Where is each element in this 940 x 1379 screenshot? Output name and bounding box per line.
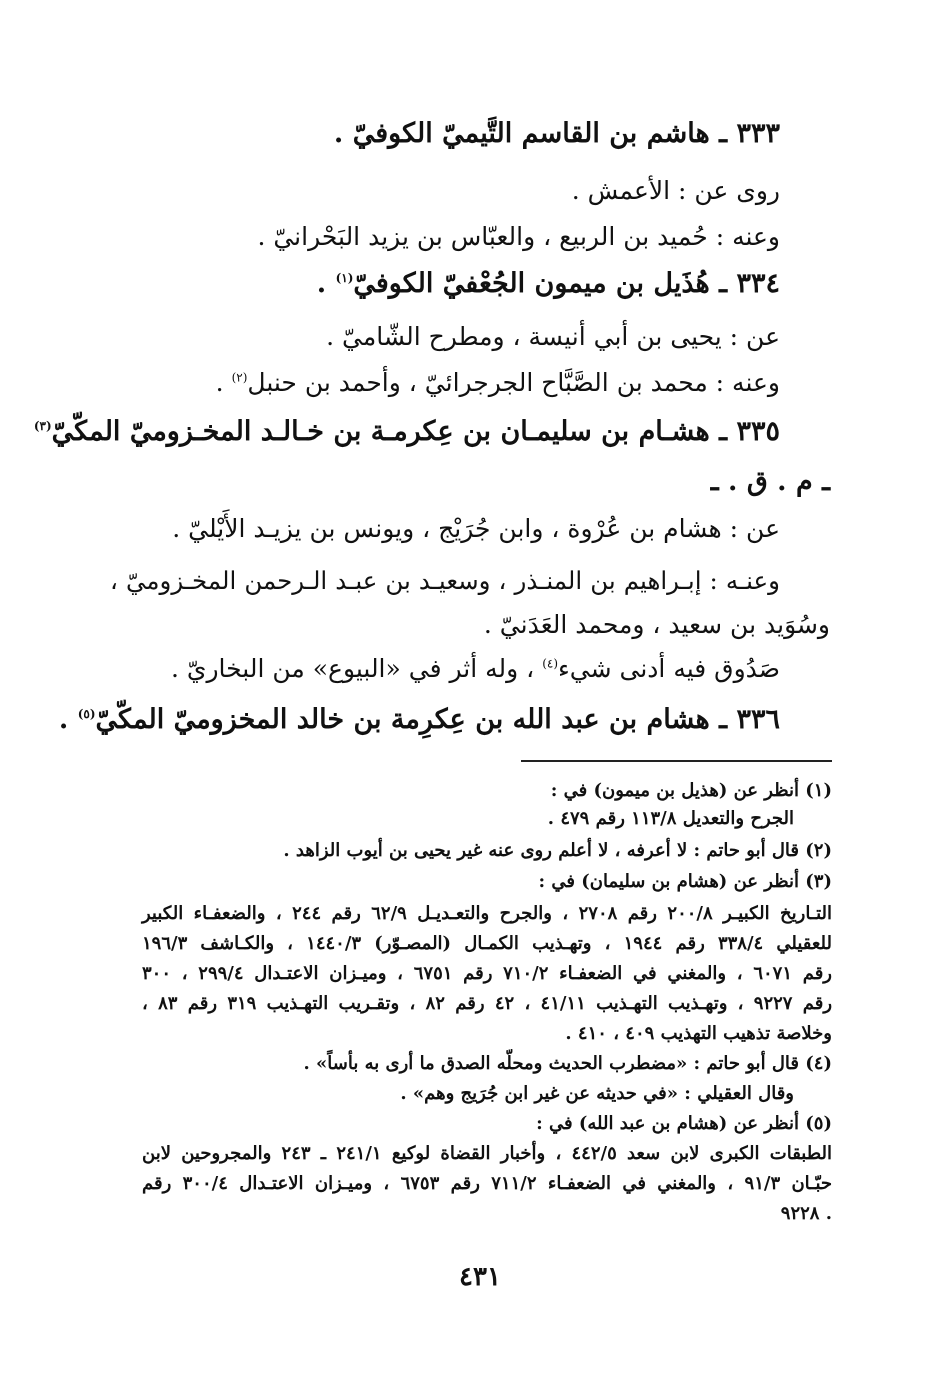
footnote-3-line2: التـاريخ الكبيـر ٢٠٠/٨ رقم ٢٧٠٨ ، والجرح والتعـديـل ٦٢/٩ رقم ٢٤٤ ، والضعفـاء الكبير bbox=[142, 903, 832, 924]
entry-336-title: ٣٣٦ ـ هشام بن عبد الله بن عِكرِمة بن خالد المخزوميّ المكّيّ bbox=[95, 704, 780, 735]
entry-335-grading-text: صَدُوق فيه أدنى شيء bbox=[558, 654, 780, 683]
footnote-ref-5: (٥) bbox=[77, 707, 96, 721]
entry-334-title: ٣٣٤ ـ هُذَيل بن ميمون الجُعْفيّ الكوفيّ bbox=[353, 268, 780, 299]
footnote-ref-2: (٢) bbox=[231, 370, 248, 385]
entry-335-grading bbox=[171, 654, 780, 683]
footnote-5-line4: ٩٢٢٨ . bbox=[780, 1203, 832, 1224]
entry-333-narrated-from: روى عن : الأعمش . bbox=[571, 176, 780, 205]
footnote-5-line3: حبّـان ٩١/٣ ، والمغني في الضعفـاء ٧١١/٢ رقم ٦٧٥٣ ، وميـزان الاعتـدال ٣٠٠/٤ رقم bbox=[142, 1173, 833, 1194]
footnote-ref-1: (١) bbox=[335, 271, 354, 285]
entry-334-narrators-end: . bbox=[215, 368, 232, 397]
footnote-ref-4: (٤) bbox=[542, 656, 559, 671]
footnote-4-line2: وقال العقيلي : «في حديثه عن غير ابن جُرَيج وهم» . bbox=[400, 1083, 794, 1104]
entry-336-heading bbox=[59, 704, 780, 735]
footnote-5-line1: (٥) أنظر عن (هشام بن عبد الله) في : bbox=[536, 1113, 832, 1134]
footnote-1-line1: (١) أنظر عن (هذيل بن ميمون) في : bbox=[550, 780, 832, 801]
footnote-2: (٢) قال أبو حاتم : لا أعرفه ، لا أعلم روى عنه غير يحيى بن أيوب الزاهد . bbox=[283, 840, 832, 861]
entry-335-narrators-line2: وسُوَيد بن سعيد ، ومحمد العَدَنيّ . bbox=[483, 610, 830, 639]
footnote-5-line2: الطبقات الكبرى لابن سعد ٤٤٢/٥ ، وأخبار القضاة لوكيع ٢٤١/١ ـ ٢٤٣ والمجروحين لابن bbox=[142, 1143, 832, 1164]
entry-333-title: ٣٣٣ ـ هاشم بن القاسم التَّيميّ الكوفيّ . bbox=[333, 118, 780, 149]
entry-334-narrated-from: عن : يحيى بن أبي أنيسة ، ومطرح الشّاميّ . bbox=[326, 322, 780, 351]
entry-334-narrators bbox=[216, 368, 780, 397]
footnote-3-line4: رقم ٦٠٧١ ، والمغني في الضعفـاء ٧١٠/٢ رقم ٦٧٥١ ، وميـزان الاعتـدال ٢٩٩/٤ ، ٣٠٠ bbox=[142, 963, 832, 984]
entry-333-narrators: وعنه : حُميد بن الربيع ، والعبّاس بن يزيد البَحْرانيّ . bbox=[257, 222, 780, 251]
footnote-3-line6: وخلاصة تذهيب التهذيب ٤٠٩ ، ٤١٠ . bbox=[565, 1023, 832, 1044]
entry-335-heading-cont: ـ م . ق . ـ bbox=[710, 466, 830, 497]
entry-334-heading bbox=[317, 268, 780, 299]
footnote-3-line3: للعقيلي ٣٣٨/٤ رقم ١٩٤٤ ، وتهـذيب الكمـال (المصـوّر) ١٤٤٠/٣ ، والكـاشف ١٩٦/٣ bbox=[142, 933, 832, 954]
footnote-1-line2: الجرح والتعديل ١١٣/٨ رقم ٤٧٩ . bbox=[547, 808, 794, 829]
entry-334-title-end: . bbox=[316, 268, 336, 299]
footnote-3-line1: (٣) أنظر عن (هشام بن سليمان) في : bbox=[538, 871, 832, 892]
entry-335-heading bbox=[34, 416, 780, 447]
entry-336-title-end: . bbox=[58, 704, 78, 735]
entry-335-narrated-from: عن : هشام بن عُرْوة ، وابن جُرَيْج ، ويونس بن يزيـد الأَيْليّ . bbox=[172, 514, 780, 543]
entry-335-grading-end: ، وله أثر في «البيوع» من البخاريّ . bbox=[171, 654, 543, 683]
footnote-separator bbox=[521, 760, 832, 762]
entry-335-title: ٣٣٥ ـ هشـام بن سليمـان بن عِكرمـة بن خـالـد المخـزوميّ المكّيّ bbox=[51, 416, 780, 447]
footnote-ref-3: (٣) bbox=[33, 419, 52, 433]
footnote-3-line5: رقم ٩٢٢٧ ، وتهـذيب التهـذيب ٤١/١١ ، ٤٢ رقم ٨٢ ، وتقـريب التهـذيب ٣١٩ رقم ٨٣ ، bbox=[142, 993, 833, 1014]
entry-333-heading bbox=[334, 118, 780, 149]
entry-335-narrators-line1: وعنـه : إبـراهيم بن المنـذر ، وسعيـد بن عبـد الـرحمن المخـزوميّ ، bbox=[110, 566, 780, 595]
footnote-4-line1: (٤) قال أبو حاتم : «مضطرب الحديث ومحلّه الصدق ما أرى به بأساً» . bbox=[303, 1053, 832, 1074]
page-number: ٤٣١ bbox=[459, 1262, 501, 1292]
entry-334-narrators-text: وعنه : محمد بن الصَّبَّاح الجرجرائيّ ، وأحمد بن حنبل bbox=[247, 368, 780, 397]
